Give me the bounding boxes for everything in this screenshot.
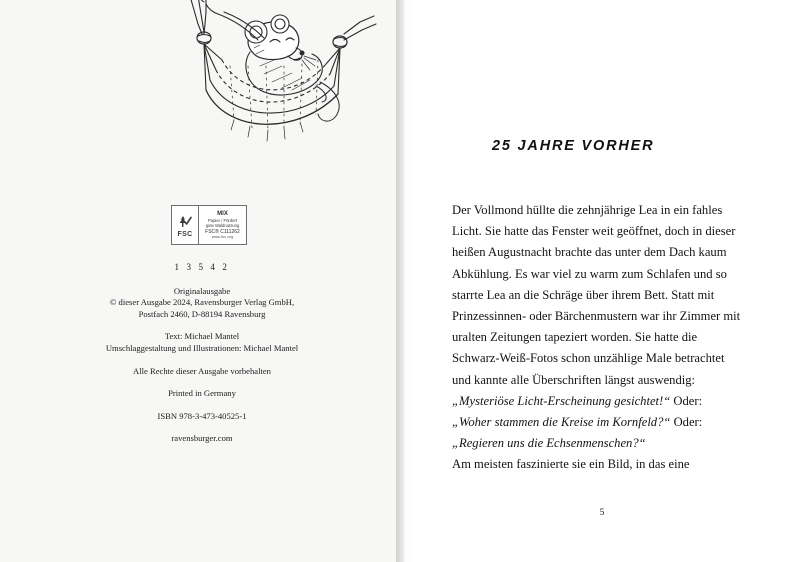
fsc-description-line-1: Papier / Fördert [207,217,238,223]
fsc-website-label: www.fsc.org [211,234,234,239]
fsc-logo-right [199,206,246,244]
imprint-line: ISBN 978-3-473-40525-1 [157,410,247,421]
right-page [404,0,800,562]
imprint-line: Text: Michael Mantel [164,331,240,342]
print-run-numbers: 1 3 5 4 2 [174,262,230,272]
imprint-line: Umschlaggestaltung und Illustrationen: Michael Mantel [105,342,299,353]
fsc-code-label: FSC® C111262 [205,228,240,235]
imprint-rights [0,366,404,378]
imprint-line: Alle Rechte dieser Ausgabe vorbehalten [133,365,271,376]
page-number: 5 [599,508,605,518]
imprint-line: Printed in Germany [168,388,236,399]
imprint-printed-in [0,388,404,400]
imprint-credits [0,331,404,354]
fsc-mark-label: FSC [177,230,193,238]
body-text [452,200,742,476]
chapter-title: 25 JAHRE VORHER [492,138,655,154]
imprint-line: Originalausgabe [173,285,231,296]
fsc-description-line-2: gute Waldnutzung [205,222,240,228]
imprint-website [0,433,404,445]
imprint-publisher [0,286,404,321]
body-paragraph: Der Vollmond hüllte die zehnjährige Lea in ein fahles Licht. Sie hatte das Fenster weit geöffnet, doch in dieser heißen Augustnacht brachte das unter dem Dach kaum Abkühlung. Es war viel zu warm zum Schlafen und so starrte Lea an die Schräge über ihrem Bett. Statt mit Prinzessinnen- oder Bärchenmustern war ihr Zimmer mit uralten Zeitungen tapeziert worden. Sie hatte die Schwarz-Weiß-Fotos schon unzählige Male betrachtet und kannte alle Überschriften längst auswendig: „Mysteriöse Licht-Erscheinung gesichtet!“ Oder: „Woher stammen die Kreise im Kornfeld?“ Oder: „Regieren uns die Echsenmenschen?“ Am meisten faszinierte sie ein Bild, in das eine [452,203,741,472]
imprint-block [0,262,404,456]
fsc-logo [171,205,247,245]
fsc-tree-checkmark-icon [178,214,192,230]
hammock-mouse-illustration [130,0,400,174]
imprint-line: ravensburger.com [171,433,233,444]
imprint-line: Postfach 2460, D-88194 Ravensburg [138,308,266,319]
imprint-line: © dieser Ausgabe 2024, Ravensburger Verlag GmbH, [109,297,295,308]
imprint-isbn [0,411,404,423]
fsc-logo-left [172,206,199,244]
fsc-mix-label: MIX [217,210,228,217]
